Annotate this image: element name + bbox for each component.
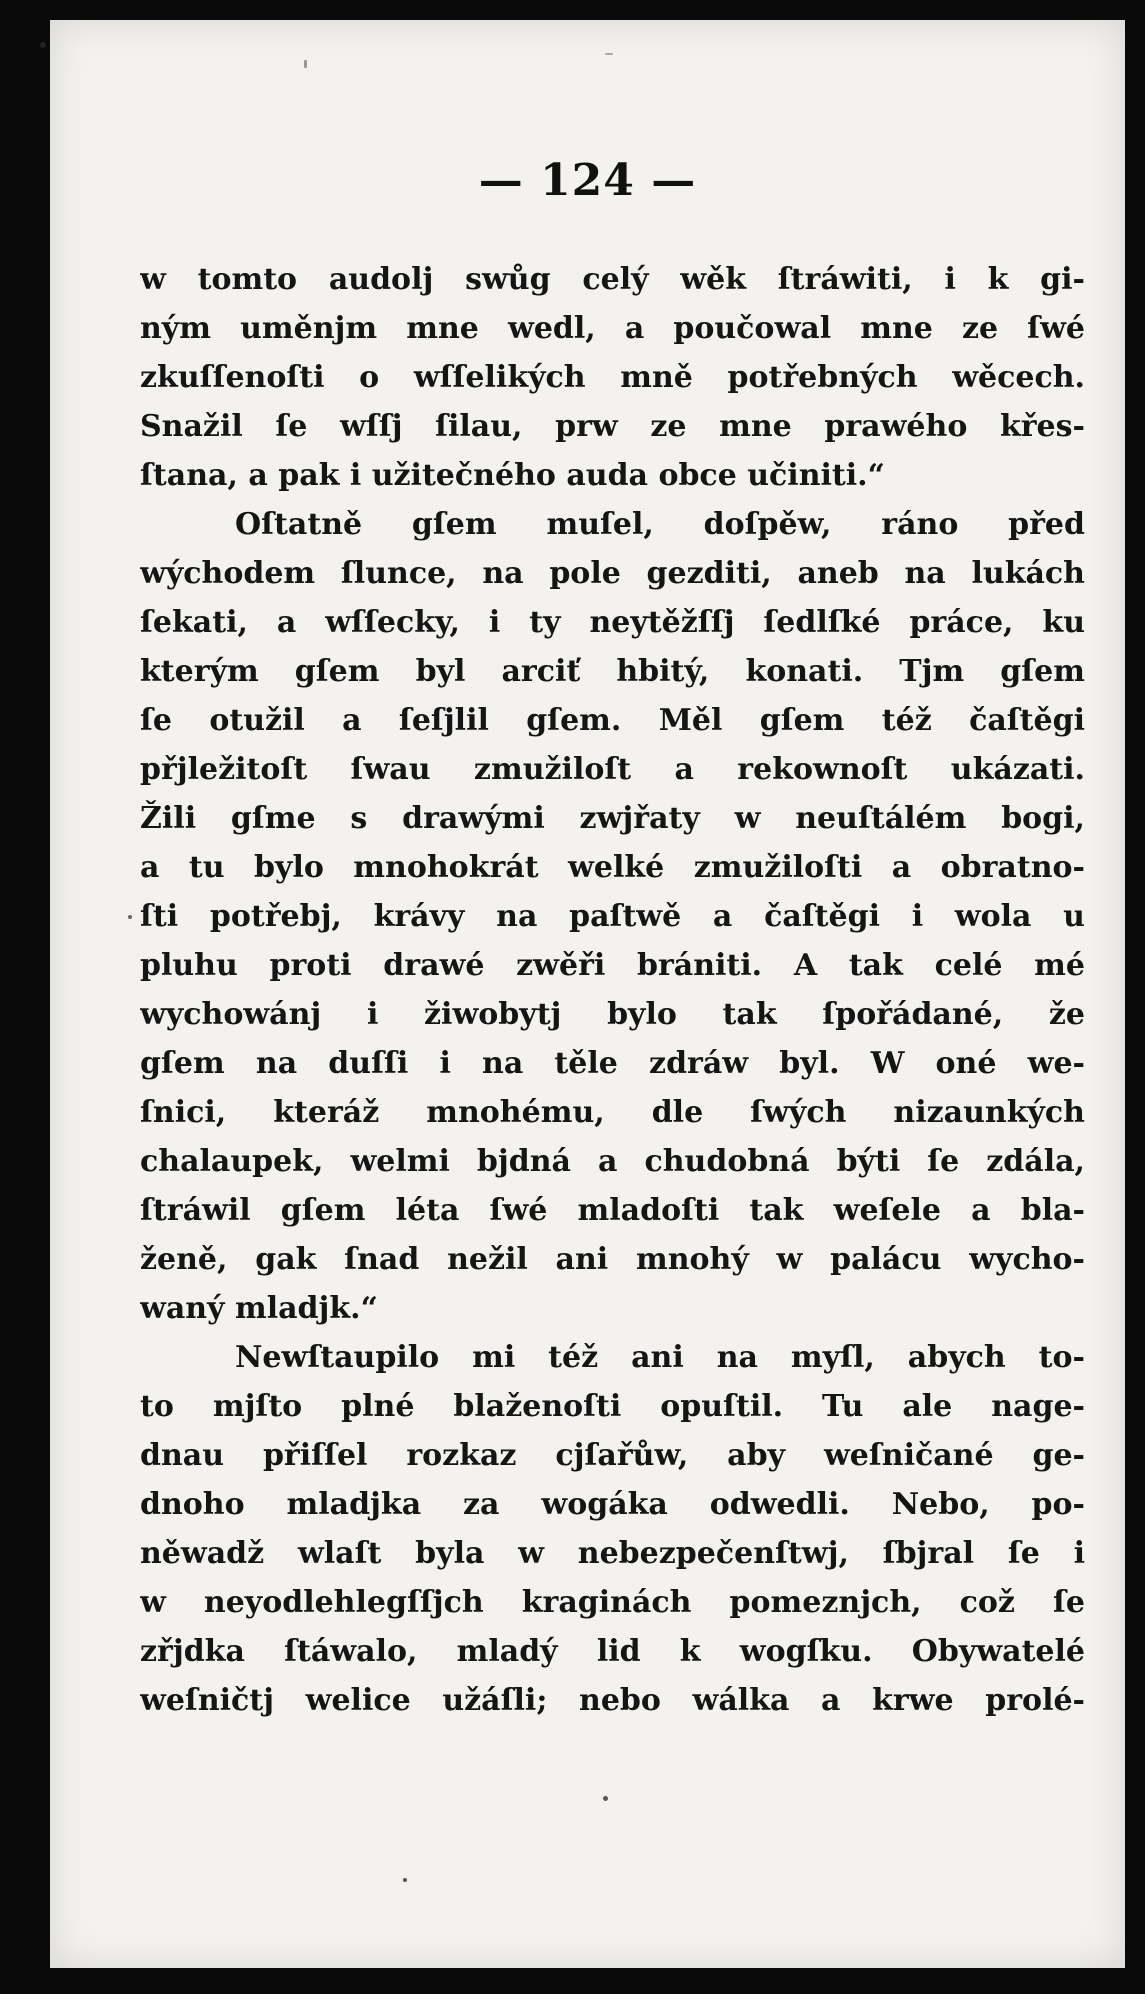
text-line: waný mladjk.“ (140, 1291, 378, 1326)
text-line: ſtráwil gſem léta ſwé mladoſti tak weſele a bla- (140, 1193, 1085, 1228)
text-line: zkuſſenoſti o wſſelikých mně potřebných wěcech. (140, 360, 1085, 395)
text-line: dnau přiſſel rozkaz cjſařůw, aby weſničané ge- (140, 1438, 1085, 1473)
page-speck (403, 1878, 407, 1882)
text-line: přjležitoſt ſwau zmužiloſt a rekownoſt ukázati. (140, 752, 1085, 787)
text-line: ſekati, a wſſecky, i ty neytěžſſj ſedlſké práce, ku (140, 605, 1085, 640)
text-line: něwadž wlaſt byla w nebezpečenſtwj, ſbjral ſe i (140, 1536, 1085, 1571)
text-line: wýchodem ſlunce, na pole gezditi, aneb na lukách (140, 556, 1085, 591)
page-speck (40, 42, 46, 48)
text-line: ſtana, a pak i užitečného auda obce učiniti.“ (140, 458, 885, 493)
text-line: ſti potřebj, krávy na paſtwě a čaſtěgi i wola u (140, 899, 1085, 934)
text-line: w tomto audolj swůg celý wěk ſtráwiti, i k gi- (140, 262, 1085, 297)
text-line: chalaupek, welmi bjdná a chudobná býti ſe zdála, (140, 1144, 1085, 1179)
page-speck (304, 60, 307, 68)
text-line: Newſtaupilo mi též ani na myſl, abych to- (235, 1340, 1085, 1375)
text-line: w neyodlehlegſſjch kraginách pomeznjch, což ſe (140, 1585, 1085, 1620)
text-line: wychowánj i žiwobytj bylo tak ſpořádané, že (140, 997, 1085, 1032)
text-line: ným uměnjm mne wedl, a poučowal mne ze ſwé (140, 311, 1085, 346)
page-speck (605, 53, 613, 55)
text-line: ſe otužil a ſeſjlil gſem. Měl gſem též čaſtěgi (140, 703, 1085, 738)
text-line: to mjſto plné blaženoſti opuſtil. Tu ale nage- (140, 1389, 1085, 1424)
text-line: zřjdka ſtáwalo, mladý lid k wogſku. Obywatelé (140, 1634, 1085, 1669)
text-line: ženě, gak ſnad nežil ani mnohý w palácu wycho- (140, 1242, 1085, 1277)
page-number: — 124 — (478, 155, 697, 206)
book-page (50, 20, 1125, 1968)
text-line: dnoho mladjka za wogáka odwedli. Nebo, po- (140, 1487, 1085, 1522)
text-line: Oſtatně gſem muſel, doſpěw, ráno před (235, 507, 1085, 542)
text-line: Žili gſme s drawými zwjřaty w neuſtálém bogi, (140, 801, 1085, 836)
text-line: gſem na duſſi i na těle zdráw byl. W oné we- (140, 1046, 1085, 1081)
text-line: weſničtj welice užáſli; nebo wálka a krwe prolé- (140, 1683, 1085, 1718)
text-line: a tu bylo mnohokrát welké zmužiloſti a obratno- (140, 850, 1085, 885)
page-speck (603, 1796, 608, 1801)
text-line: ſnici, kteráž mnohému, dle ſwých nizaunkých (140, 1095, 1085, 1130)
body-text (140, 255, 1085, 1725)
page-speck (128, 915, 132, 919)
text-line: kterým gſem byl arciť hbitý, konati. Tjm gſem (140, 654, 1085, 689)
text-line: pluhu proti drawé zwěři brániti. A tak celé mé (140, 948, 1085, 983)
text-line: Snažil ſe wſſj ſilau, prw ze mne prawého křes- (140, 409, 1085, 444)
